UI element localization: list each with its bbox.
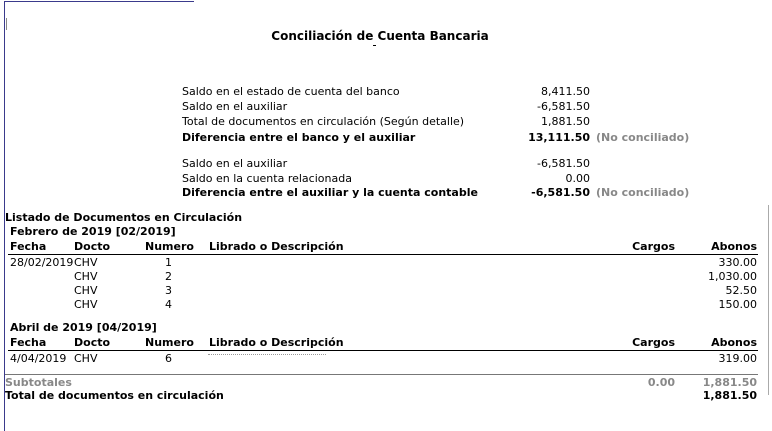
cell-numero: 4 [165,298,172,311]
col-header-descripcion: Librado o Descripción [209,240,344,253]
total-abonos: 1,881.50 [702,389,757,402]
col-header-fecha: Fecha [10,336,47,349]
total-label: Total de documentos en circulación [5,389,224,402]
summary-label: Saldo en el auxiliar [182,100,288,113]
status-badge-bank: (No conciliado) [596,131,690,144]
summary-label: Diferencia entre el auxiliar y la cuenta contable [182,186,478,199]
col-header-descripcion: Librado o Descripción [209,336,344,349]
listing-title: Listado de Documentos en Circulación [5,211,243,224]
summary-row-related-account [182,172,602,186]
summary-value: 0.00 [565,172,590,185]
page-frame-top [4,1,194,2]
summary-label: Saldo en la cuenta relacionada [182,172,352,185]
summary-row-bank-balance [182,85,602,99]
summary-label: Total de documentos en circulación (Según detalle) [182,115,465,128]
cell-abonos: 150.00 [718,298,757,311]
summary-row-bank-difference [182,131,602,145]
summary-row-docs-total [182,115,602,129]
cell-abonos: 330.00 [718,256,757,269]
col-header-cargos: Cargos [632,336,675,349]
report-title: Conciliación de Cuenta Bancaria [271,29,489,43]
summary-label: Saldo en el estado de cuenta del banco [182,85,400,98]
cell-docto: CHV [74,298,98,311]
cell-numero: 3 [165,284,172,297]
summary-value: 13,111.50 [528,131,590,144]
page-frame-right [768,205,769,395]
summary-row-account-difference [182,186,602,200]
cell-fecha: 28/02/2019 [10,256,74,269]
col-header-abonos: Abonos [711,336,757,349]
cell-fecha: 4/04/2019 [10,352,67,365]
summary-value: -6,581.50 [537,100,590,113]
summary-row-aux-balance-2 [182,157,602,171]
col-header-numero: Numero [145,336,194,349]
group-title-feb-2019: Febrero de 2019 [02/2019] [10,225,176,238]
summary-label: Saldo en el auxiliar [182,157,288,170]
description-smudge [208,354,326,356]
subtotal-cargos: 0.00 [647,376,675,389]
col-header-fecha: Fecha [10,240,47,253]
summary-value: 1,881.50 [541,115,590,128]
cell-abonos: 319.00 [718,352,757,365]
summary-value: 8,411.50 [541,85,590,98]
header-rule [8,254,758,255]
col-header-docto: Docto [74,240,111,253]
cell-numero: 6 [165,352,172,365]
summary-row-aux-balance [182,100,602,114]
col-header-docto: Docto [74,336,111,349]
cell-abonos: 1,030.00 [708,270,757,283]
header-rule [8,350,758,351]
cell-numero: 2 [165,270,172,283]
status-badge-account: (No conciliado) [596,186,690,199]
cell-abonos: 52.50 [725,284,757,297]
subtotal-abonos: 1,881.50 [702,376,757,389]
cell-docto: CHV [74,284,98,297]
title-underline-mark [373,45,376,46]
cell-docto: CHV [74,270,98,283]
summary-value: -6,581.50 [537,157,590,170]
summary-label: Diferencia entre el banco y el auxiliar [182,131,416,144]
col-header-abonos: Abonos [711,240,757,253]
col-header-numero: Numero [145,240,194,253]
subtotals-label: Subtotales [5,376,72,389]
col-header-cargos: Cargos [632,240,675,253]
subtotal-rule [5,374,758,375]
cell-docto: CHV [74,352,98,365]
group-title-apr-2019: Abril de 2019 [04/2019] [10,321,157,334]
cell-docto: CHV [74,256,98,269]
cell-numero: 1 [165,256,172,269]
summary-value: -6,581.50 [531,186,590,199]
